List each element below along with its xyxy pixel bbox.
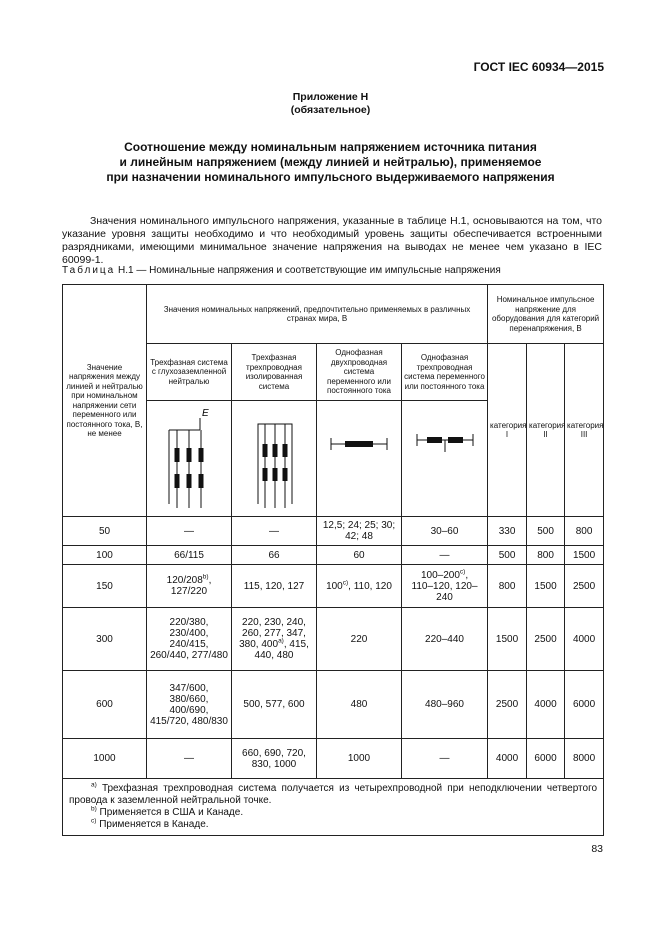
cell-three-phase-isolated [232, 608, 317, 671]
header-single-phase-two-wire: Однофазная двухпроводная система переменного или постоянного тока [317, 344, 402, 401]
cell-three-phase-earthed: 120/208$^{b)}$, 127/220 [147, 565, 232, 608]
cell-voltage: 600 [63, 671, 147, 739]
cell-voltage: 100 [63, 546, 147, 565]
header-single-phase-three-wire: Однофазная трехпроводная система переменного или постоянного тока [402, 344, 488, 401]
cell-category-2: 800 [527, 546, 565, 565]
document-code: ГОСТ IEC 60934—2015 [473, 60, 604, 74]
cell-category-1: 800 [488, 565, 527, 608]
cell-single-phase-two-wire [317, 565, 402, 608]
cell-value-part: , 110, 120 [348, 580, 392, 592]
footnote-mark: c) [459, 568, 466, 576]
footnote [69, 783, 597, 807]
cell-three-phase-isolated: 66 [232, 546, 317, 565]
cell-category-1: 500 [488, 546, 527, 565]
title-line: и линейным напряжением (между линией и нейтралью), применяемое [119, 155, 542, 169]
cell-voltage: 300 [63, 608, 147, 671]
diagram-single-phase-three-wire [402, 401, 488, 517]
header-min-voltage: Значение напряжения между линией и нейтралью при номинальном напряжении сети переменного или постоянного тока, В, не менее [63, 285, 147, 517]
cell-value-part: 100–200 [420, 569, 460, 581]
footnote-mark: b) [91, 805, 97, 813]
table-row [63, 608, 604, 671]
header-impulse-voltage: Номинальное импульсное напряжение для оборудования для категорий перенапряжения, В [488, 285, 604, 344]
footnote-mark: c) [91, 817, 97, 825]
cell-value-part: , 415, 440, 480 [254, 639, 309, 661]
footnote-text: Трехфазная трехпроводная система получается из четырехпроводной при неподключении четвертого провода к заземленной нейтральной точке. [69, 783, 598, 806]
appendix-title: Приложение Н [292, 91, 369, 103]
footnote-mark: a) [91, 781, 97, 789]
cell-voltage: 150 [63, 565, 147, 608]
cell-three-phase-earthed: — [147, 517, 232, 546]
cell-single-phase-two-wire: 480 [317, 671, 402, 739]
cell-category-1: 330 [488, 517, 527, 546]
cell-category-3: 1500 [565, 546, 604, 565]
cell-three-phase-isolated: — [232, 517, 317, 546]
table-caption [62, 265, 501, 276]
cell-value-part: 127/220 [170, 586, 208, 597]
footnote [69, 807, 597, 819]
cell-category-3: 6000 [565, 671, 604, 739]
cell-single-phase-two-wire: 1000 [317, 739, 402, 779]
cell-category-3: 4000 [565, 608, 604, 671]
section-title [0, 140, 661, 185]
intro-paragraph: Значения номинального импульсного напряжения, указанные в таблице Н.1, основываются на том, что указание уровня защиты необходимо и что необходимый уровень защиты обеспечивается встроенными разрядниками, имеющими минимальное значение напряжения на выводах не менее чем указано в IEC 60099-1. [62, 215, 602, 266]
cell-voltage: 50 [63, 517, 147, 546]
cell-single-phase-three-wire: 220–440 [402, 608, 488, 671]
footnote-text: Применяется в Канаде. [96, 819, 209, 830]
cell-value-part: 120/208 [166, 575, 203, 586]
voltage-table [62, 284, 604, 836]
title-line: Соотношение между номинальным напряжением источника питания [124, 140, 537, 154]
cell-category-3: 8000 [565, 739, 604, 779]
cell-value-part: 220, 230, 240, 260, 277, 347, 380, 400 [239, 617, 306, 650]
header-category-1: категория I [488, 344, 527, 517]
footnote-mark: b) [202, 573, 209, 581]
table-caption-prefix: Таблица [62, 265, 116, 276]
table-row [63, 739, 604, 779]
earth-label: E [202, 407, 209, 419]
title-line: при назначении номинального импульсного выдерживаемого напряжения [106, 170, 555, 184]
cell-category-2: 500 [527, 517, 565, 546]
cell-single-phase-three-wire: 480–960 [402, 671, 488, 739]
header-three-phase-earthed: Трехфазная система с глухозаземленной нейтралью [147, 344, 232, 401]
diagram-single-phase-two-wire [317, 401, 402, 517]
footnote-mark: a) [278, 637, 284, 645]
table-row [63, 671, 604, 739]
header-nominal-voltages: Значения номинальных напряжений, предпочтительно применяемых в различных странах мира, В [147, 285, 488, 344]
appendix-status: (обязательное) [290, 104, 371, 116]
cell-three-phase-isolated: 115, 120, 127 [232, 565, 317, 608]
cell-single-phase-two-wire: 12,5; 24; 25; 30; 42; 48 [317, 517, 402, 546]
cell-three-phase-isolated: 500, 577, 600 [232, 671, 317, 739]
header-category-3: категория III [565, 344, 604, 517]
cell-three-phase-earthed: 347/600, 380/660, 400/690, 415/720, 480/830 [147, 671, 232, 739]
diagram-three-phase-earthed [147, 401, 232, 517]
page-number: 83 [591, 843, 603, 855]
header-category-2: категория II [527, 344, 565, 517]
table-row [63, 517, 604, 546]
cell-category-1: 4000 [488, 739, 527, 779]
footnote-mark: c) [342, 579, 349, 587]
cell-category-3: 2500 [565, 565, 604, 608]
cell-three-phase-earthed: — [147, 739, 232, 779]
cell-single-phase-two-wire: 220 [317, 608, 402, 671]
footnote [69, 819, 597, 831]
cell-three-phase-earthed: 66/115 [147, 546, 232, 565]
cell-category-1: 1500 [488, 608, 527, 671]
cell-category-3: 800 [565, 517, 604, 546]
table-footnotes [63, 779, 604, 836]
cell-category-2: 4000 [527, 671, 565, 739]
cell-single-phase-three-wire: — [402, 546, 488, 565]
cell-single-phase-three-wire: 30–60 [402, 517, 488, 546]
cell-value-part: 110–120, 120–240 [411, 580, 478, 603]
table-row [63, 546, 604, 565]
cell-single-phase-three-wire: — [402, 739, 488, 779]
cell-category-2: 1500 [527, 565, 565, 608]
cell-three-phase-isolated: 660, 690, 720, 830, 1000 [232, 739, 317, 779]
footnote-text: Применяется в США и Канаде. [96, 807, 244, 818]
table-row [63, 565, 604, 608]
cell-category-2: 2500 [527, 608, 565, 671]
diagram-three-phase-isolated [232, 401, 317, 517]
table-caption-text: Н.1 — Номинальные напряжения и соответствующие им импульсные напряжения [115, 265, 501, 276]
appendix-heading [0, 91, 661, 117]
cell-category-1: 2500 [488, 671, 527, 739]
cell-single-phase-two-wire: 60 [317, 546, 402, 565]
cell-three-phase-earthed: 220/380, 230/400, 240/415, 260/440, 277/480 [147, 608, 232, 671]
cell-category-2: 6000 [527, 739, 565, 779]
cell-voltage: 1000 [63, 739, 147, 779]
cell-value-part: 100 [326, 580, 343, 592]
header-three-phase-isolated: Трехфазная трехпроводная изолированная система [232, 344, 317, 401]
cell-single-phase-three-wire: 100–200$^{c)}$, 110–120, 120–240 [402, 565, 488, 608]
